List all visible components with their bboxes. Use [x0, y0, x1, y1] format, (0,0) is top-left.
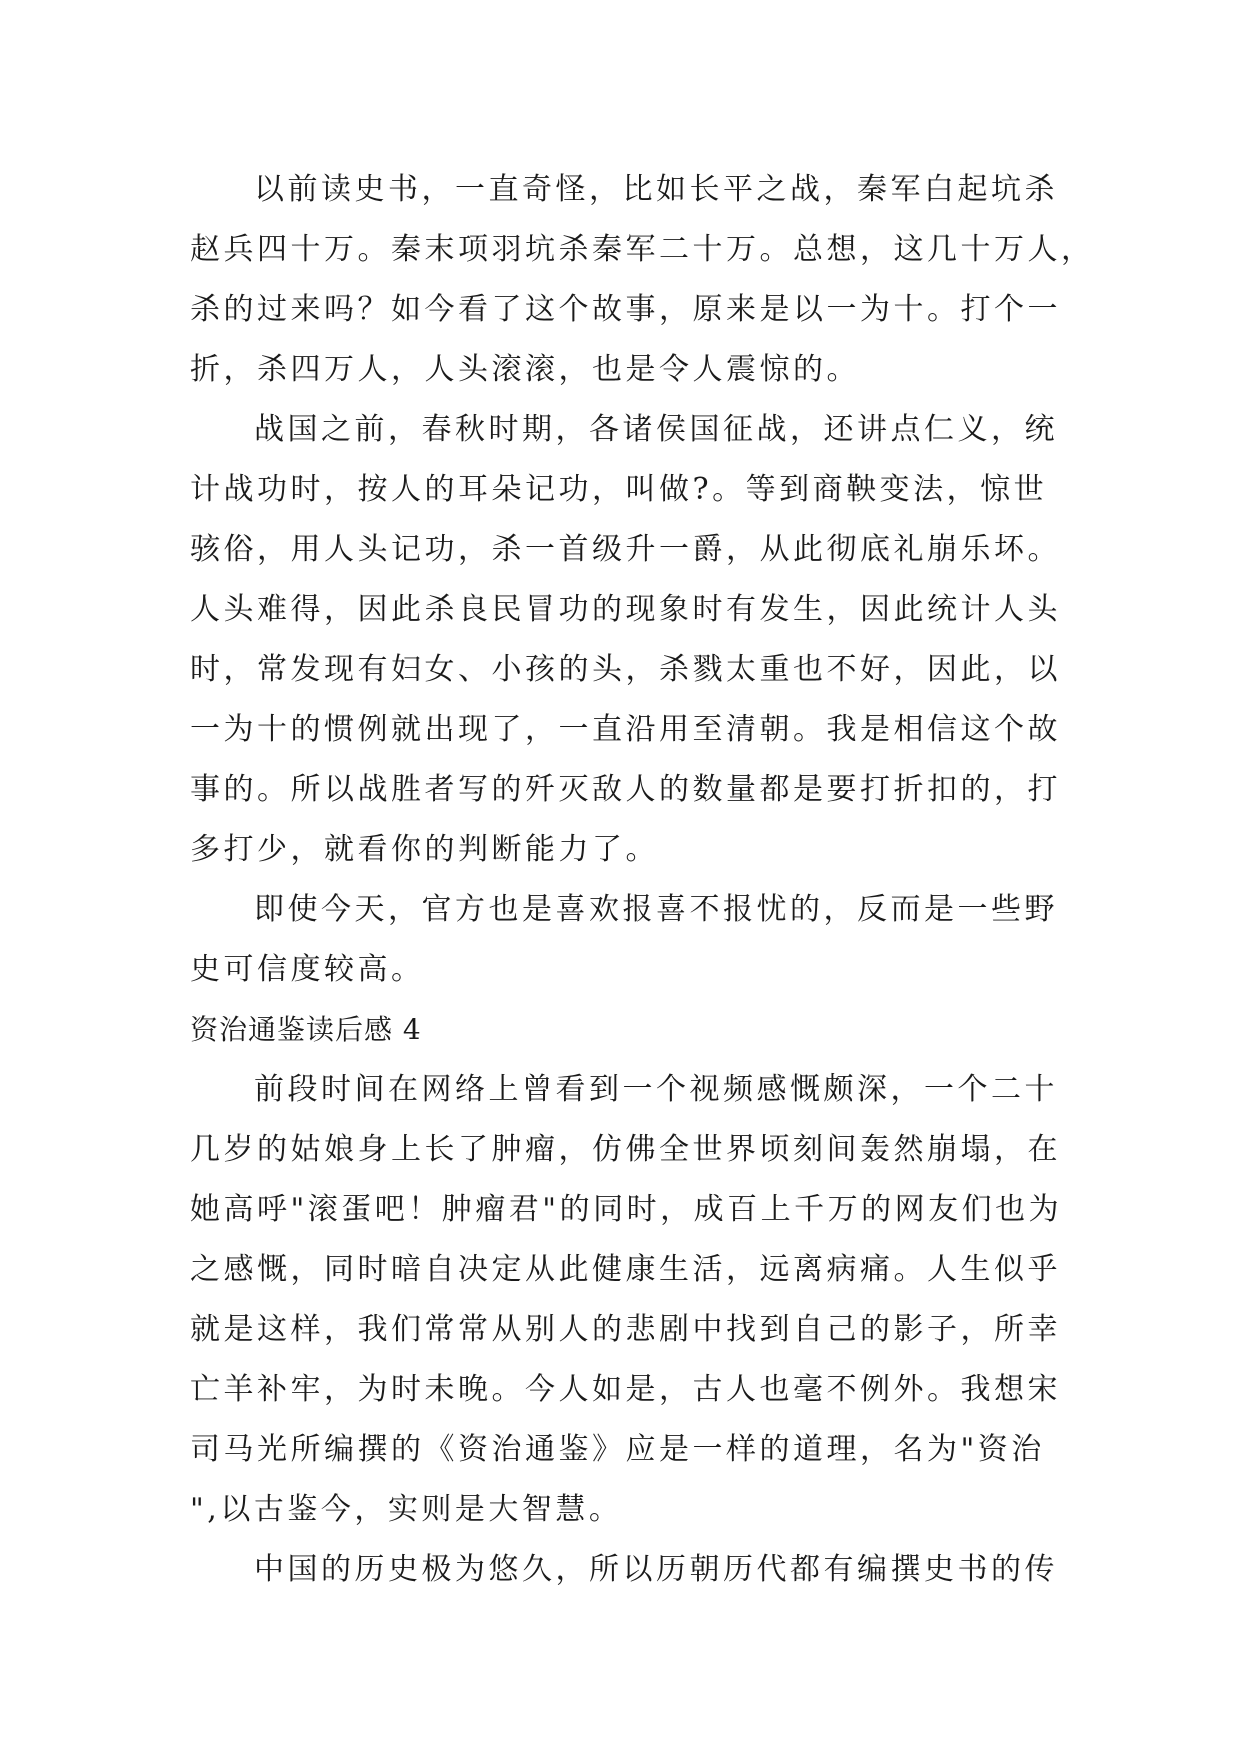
- text-line: 多打少，就看你的判断能力了。: [190, 832, 659, 867]
- text-line: 之感慨，同时暗自决定从此健康生活，远离病痛。人生似乎: [190, 1252, 1061, 1287]
- text-line: 即使今天，官方也是喜欢报喜不报忧的，反而是一些野: [254, 892, 1058, 927]
- text-line: 杀的过来吗？如今看了这个故事，原来是以一为十。打个一: [190, 292, 1061, 327]
- paragraph: [190, 1060, 1070, 1540]
- text-line: 人头难得，因此杀良民冒功的现象时有发生，因此统计人头: [190, 592, 1061, 627]
- paragraph: [190, 400, 1070, 880]
- text-line: 亡羊补牢，为时未晚。今人如是，古人也毫不例外。我想宋: [190, 1372, 1061, 1407]
- text-line: 时，常发现有妇女、小孩的头，杀戮太重也不好，因此，以: [190, 652, 1061, 687]
- paragraph: [190, 1540, 1070, 1600]
- text-line: 她高呼"滚蛋吧！肿瘤君"的同时，成百上千万的网友们也为: [190, 1192, 1063, 1227]
- text-line: 几岁的姑娘身上长了肿瘤，仿佛全世界顷刻间轰然崩塌，在: [190, 1132, 1061, 1167]
- text-line: 折，杀四万人，人头滚滚，也是令人震惊的。: [190, 352, 860, 387]
- text-line: 司马光所编撰的《资治通鉴》应是一样的道理，名为"资治: [190, 1432, 1045, 1467]
- text-line: 计战功时，按人的耳朵记功，叫做?。等到商鞅变法，惊世: [190, 472, 1048, 507]
- text-line: 赵兵四十万。秦末项羽坑杀秦军二十万。总想，这几十万人，: [190, 232, 1095, 267]
- text-line: 以前读史书，一直奇怪，比如长平之战，秦军白起坑杀: [254, 172, 1058, 207]
- text-line: 就是这样，我们常常从别人的悲剧中找到自己的影子，所幸: [190, 1312, 1061, 1347]
- text-line: 前段时间在网络上曾看到一个视频感慨颇深，一个二十: [254, 1072, 1058, 1107]
- text-line: 战国之前，春秋时期，各诸侯国征战，还讲点仁义，统: [254, 412, 1058, 447]
- heading-text: 资治通鉴读后感 4: [190, 1013, 422, 1046]
- text-line: ",以古鉴今，实则是大智慧。: [190, 1492, 623, 1527]
- text-line: 中国的历史极为悠久，所以历朝历代都有编撰史书的传: [254, 1552, 1058, 1587]
- text-line: 骇俗，用人头记功，杀一首级升一爵，从此彻底礼崩乐坏。: [190, 532, 1061, 567]
- section-heading: [190, 1000, 1070, 1060]
- paragraph: [190, 880, 1070, 1000]
- text-line: 一为十的惯例就出现了，一直沿用至清朝。我是相信这个故: [190, 712, 1061, 747]
- document-page: [190, 160, 1095, 1600]
- text-line: 史可信度较高。: [190, 952, 425, 987]
- text-line: 事的。所以战胜者写的歼灭敌人的数量都是要打折扣的，打: [190, 772, 1061, 807]
- paragraph: [190, 160, 1095, 400]
